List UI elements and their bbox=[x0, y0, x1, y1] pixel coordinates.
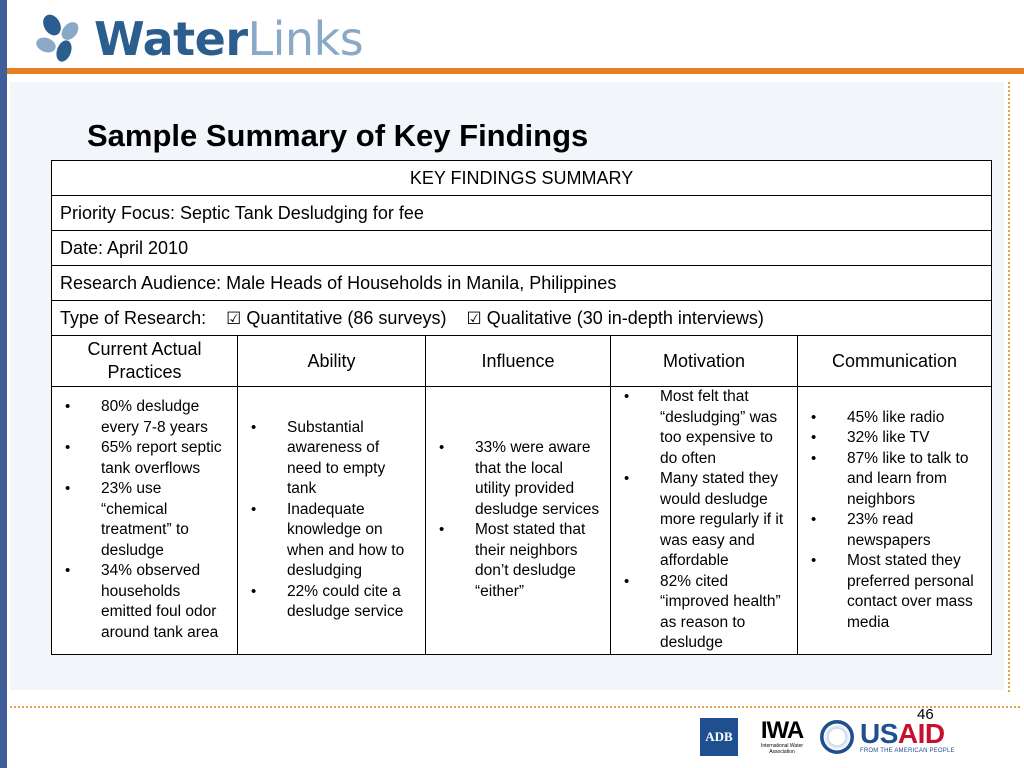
influence-list bbox=[434, 438, 602, 602]
list-item: • 22% could cite a desludge service bbox=[246, 582, 417, 623]
usaid-word-aid: AID bbox=[897, 718, 945, 749]
logo-word-links: Links bbox=[247, 12, 364, 66]
table-row bbox=[52, 266, 992, 301]
date-cell: Date: April 2010 bbox=[52, 231, 992, 266]
list-item: • 34% observed households emitted foul odor around tank area bbox=[60, 561, 229, 643]
practices-list bbox=[60, 397, 229, 643]
page-number: 46 bbox=[917, 706, 934, 723]
usaid-wordmark bbox=[860, 720, 955, 748]
usaid-seal-icon bbox=[820, 720, 854, 754]
column-heading-communication: Communication bbox=[798, 336, 992, 387]
practices-cell bbox=[52, 387, 238, 655]
type-of-research-cell bbox=[52, 301, 992, 336]
waterlinks-logo bbox=[32, 10, 363, 68]
list-item: • Most felt that “desludging” was too expensive to do often bbox=[619, 387, 789, 469]
column-heading-influence: Influence bbox=[426, 336, 611, 387]
header-rule bbox=[7, 68, 1024, 74]
table-row bbox=[52, 336, 992, 387]
ability-list bbox=[246, 418, 417, 623]
usaid-logo bbox=[860, 720, 955, 754]
ability-cell bbox=[238, 387, 426, 655]
type-of-research-label: Type of Research: bbox=[60, 307, 207, 328]
partner-logos bbox=[700, 714, 955, 760]
table-row bbox=[52, 301, 992, 336]
column-heading-motivation: Motivation bbox=[611, 336, 798, 387]
list-item: • 45% like radio bbox=[806, 408, 983, 429]
list-item: • Inadequate knowledge on when and how to desludging bbox=[246, 500, 417, 582]
right-dotted-border bbox=[1008, 82, 1010, 692]
table-row bbox=[52, 387, 992, 655]
table-row bbox=[52, 161, 992, 196]
list-item: • 33% were aware that the local utility provided desludge services bbox=[434, 438, 602, 520]
adb-logo: ADB bbox=[700, 718, 738, 756]
motivation-cell bbox=[611, 387, 798, 655]
list-item: • Most stated they preferred personal contact over mass media bbox=[806, 551, 983, 633]
list-item: • 65% report septic tank overflows bbox=[60, 438, 229, 479]
list-item: • Substantial awareness of need to empty tank bbox=[246, 418, 417, 500]
column-heading-practices: Current Actual Practices bbox=[52, 336, 238, 387]
iwa-logo bbox=[758, 719, 806, 755]
list-item: • 80% desludge every 7-8 years bbox=[60, 397, 229, 438]
checked-box-icon: ☑ bbox=[466, 308, 482, 329]
list-item: • 32% like TV bbox=[806, 428, 983, 449]
table-row bbox=[52, 196, 992, 231]
research-option-qualitative: Qualitative (30 in-depth interviews) bbox=[486, 307, 764, 328]
bottom-dotted-border bbox=[10, 706, 1020, 708]
iwa-logo-subtitle: International Water Association bbox=[760, 743, 804, 755]
usaid-word-us: US bbox=[860, 718, 898, 749]
key-findings-table bbox=[51, 160, 992, 655]
list-item: • 87% like to talk to and learn from neighbors bbox=[806, 449, 983, 511]
usaid-tagline: FROM THE AMERICAN PEOPLE bbox=[860, 748, 955, 754]
list-item: • 23% read newspapers bbox=[806, 510, 983, 551]
left-accent-bar bbox=[0, 0, 7, 768]
research-option-quantitative: Quantitative (86 surveys) bbox=[246, 307, 447, 328]
motivation-list bbox=[619, 387, 789, 654]
iwa-logo-mark: IWA bbox=[760, 717, 804, 744]
logo-word-water: Water bbox=[94, 12, 248, 66]
table-header-cell: KEY FINDINGS SUMMARY bbox=[52, 161, 992, 196]
priority-focus-cell: Priority Focus: Septic Tank Desludging for fee bbox=[52, 196, 992, 231]
logo-wordmark bbox=[94, 12, 364, 66]
list-item: • Many stated they would desludge more regularly if it was easy and affordable bbox=[619, 469, 789, 572]
list-item: • 23% use “chemical treatment” to desludge bbox=[60, 479, 229, 561]
checked-box-icon: ☑ bbox=[226, 308, 242, 329]
influence-cell bbox=[426, 387, 611, 655]
column-heading-ability: Ability bbox=[238, 336, 426, 387]
table-row bbox=[52, 231, 992, 266]
communication-list bbox=[806, 408, 983, 634]
slide-title: Sample Summary of Key Findings bbox=[87, 118, 589, 153]
list-item: • 82% cited “improved health” as reason to desludge bbox=[619, 572, 789, 654]
waterlinks-flower-icon bbox=[32, 13, 88, 65]
communication-cell bbox=[798, 387, 992, 655]
list-item: • Most stated that their neighbors don’t desludge “either” bbox=[434, 520, 602, 602]
research-audience-cell: Research Audience: Male Heads of Households in Manila, Philippines bbox=[52, 266, 992, 301]
